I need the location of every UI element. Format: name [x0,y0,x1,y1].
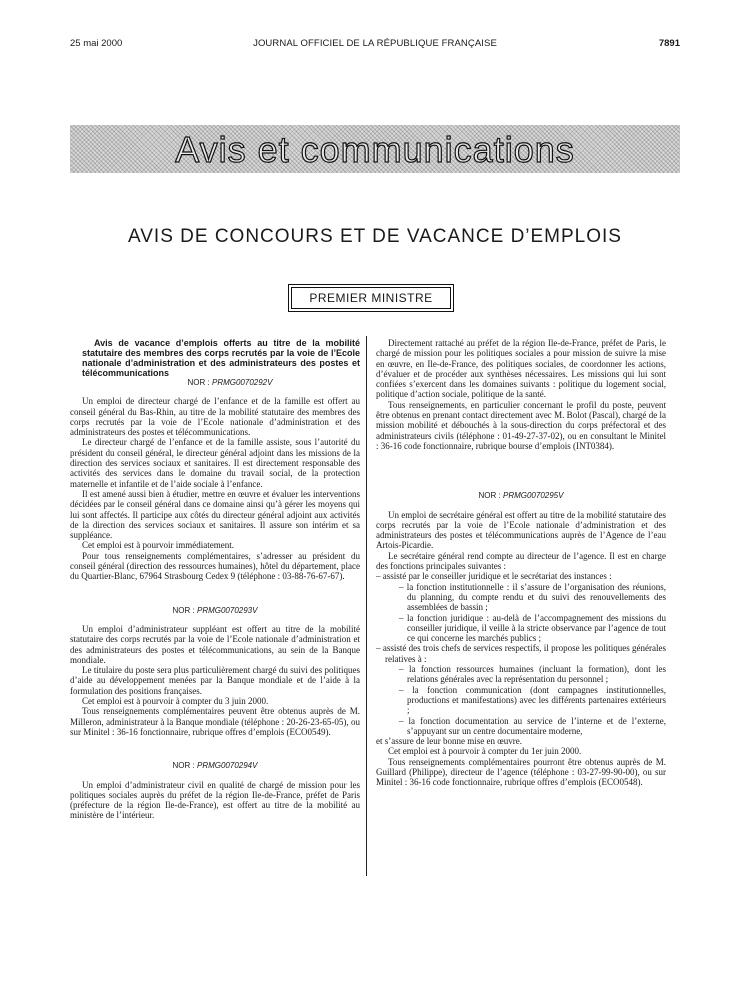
list-item: – la fonction institutionnelle : il s’assure de l’organisation des réunions, du planning, du compte rendu et du suivi des renouvellements des assemblées de bassin ; [399,582,666,613]
page-header [70,38,680,52]
paragraph: et s’assure de leur bonne mise en œuvre. [376,736,522,747]
left-column [70,338,360,821]
sub-list [399,582,666,644]
ministry-label: PREMIER MINISTRE [291,287,451,309]
paragraph: Il est amené aussi bien à étudier, mettre en œuvre et évaluer les interventions décidées par le conseil général dans ce domaine ainsi qu’à gérer les moyens qui lui sont affectés. Il participe aux côtés du directeur général adjoint aux activités de la direction des services sociaux et sanitaires. Il assure son intérim et sa suppléance. [70,488,360,541]
right-column [376,338,666,788]
nor-label: NOR : [187,378,210,387]
nor-reference [100,378,360,388]
list-item: – la fonction juridique : au-delà de l’accompagnement des missions du conseiller juridique, il veille à la stricte observance par l’agence de tout ce qui concerne les marchés publics ; [399,613,666,644]
paragraph: Le secrétaire général rend compte au directeur de l’agence. Il est en charge des fonctions principales suivantes : [376,550,666,572]
header-date: 25 mai 2000 [70,38,123,49]
list-item: – la fonction communication (dont campagnes institutionnelles, productions et manifestations) avec les différents partenaires extérieurs ; [399,685,666,716]
header-journal-title: JOURNAL OFFICIEL DE LA RÉPUBLIQUE FRANÇAISE [253,38,497,49]
nor-label: NOR : [478,491,501,501]
header-page-number: 7891 [658,38,680,49]
paragraph: Cet emploi est à pourvoir immédiatement. [82,540,234,551]
spacer [70,737,360,761]
paragraph: Le titulaire du poste sera plus particulièrement chargé du suivi des politiques d’aide au développement menées par la Banque mondiale et de l’aide à la formulation des positions françaises. [70,665,360,696]
list-item: – assisté par le conseiller juridique et le secrétariat des instances : – la fonction institutionnelle : il s’assure de l’organisation des réunions, du planning, du compte rendu et du suivi des renouvellements des assemblées de bassin ; – la fonction juridique : au-delà de l’accompagnement des missions du conseiller juridique, il veille à la stricte observance par l’agence de tout ce qui concerne les marchés publics ; [376,571,666,643]
nor-label: NOR : [172,605,195,615]
paragraph: Un emploi d’administrateur suppléant est offert au titre de la mobilité statutaire des corps recrutés par la voie de l’Ecole nationale d’administration et des administrateurs des postes et télécommunications, au sein de la Banque mondiale. [70,623,360,665]
list-item: – la fonction documentation au service de l’interne et de l’externe, s’appuyant sur un centre documentaire moderne, [399,716,666,737]
spacer [70,582,360,606]
list-item: – assisté des trois chefs de services respectifs, il propose les politiques générales relatives à : – la fonction ressources humaines (incluant la formation), dont les relations générales avec la représentation du personnel ; – la fonction communication (dont campagnes institutionnelles, productions et manifestations) avec les différents partenaires extérieurs ; – la fonction documentation au service de l’interne et de l’externe, s’appuyant sur un centre documentaire moderne, [376,643,666,736]
section-title: AVIS DE CONCOURS ET DE VACANCE D’EMPLOIS [128,226,622,247]
nor-code: PRMG0070292V [211,378,273,387]
nor-code: PRMG0070295V [502,491,564,501]
ministry-box [288,284,454,312]
paragraph: Cet emploi est à pourvoir à compter du 3 juin 2000. [82,696,269,707]
nor-code: PRMG0070293V [196,605,258,615]
paragraph: Un emploi de secrétaire général est offert au titre de la mobilité statutaire des corps recrutés par la voie de l’Ecole nationale d’administration et des administrateurs des postes et télécommunications auprès de l’Agence de l’eau Artois-Picardie. [376,509,666,551]
avis-title: Avis de vacance d’emplois offerts au titre de la mobilité statutaire des membres des corps recrutés par la voie de l’Ecole nationale d’administration et des administrateurs des postes et télécommunications [82,338,360,378]
nor-reference [70,606,360,616]
nor-reference [70,761,360,771]
banner-title: Avis et communications [175,129,575,170]
section-banner [70,125,680,173]
sub-list [399,664,666,736]
column-divider [366,336,367,876]
paragraph: Pour tous renseignements complémentaires, s’adresser au président du conseil général (direction des ressources humaines), hôtel du département, place du Quartier-Blanc, 67964 Strasbourg Cedex 9 (téléphone : 03-88-76-67-67). [70,550,360,582]
paragraph: Tous renseignements complémentaires peuvent être obtenus auprès de M. Milleron, administrateur à la Banque mondiale (téléphone : 20-26-23-65-05), ou sur Minitel : 36-16 fonctionnaire, rubrique offres d’emplois (ECO0549). [70,706,360,737]
list-item: – la fonction ressources humaines (incluant la formation), dont les relations générales avec la représentation du personnel ; [399,664,666,685]
paragraph: Un emploi d’administrateur civil en qualité de chargé de mission pour les politiques sociales auprès du préfet de la région Ile-de-France, préfet de Paris (préfecture de la région Ile-de-France), est offert au titre de la mobilité au ministère de l’intérieur. [70,779,360,821]
spacer [376,451,666,491]
paragraph: Cet emploi est à pourvoir à compter du 1er juin 2000. [388,746,582,757]
nor-code: PRMG0070294V [196,761,258,771]
paragraph: Tous renseignements, en particulier concernant le profil du poste, peuvent être obtenus en prenant contact directement avec M. Bolot (Pascal), chargé de la mission mobilité et débouchés à la sous-direction du corps préfectoral et des administrateurs civils (téléphone : 01-49-27-37-02), ou en consultant le Minitel : 36-16 code fonctionnaire, rubrique bourse d’emplois (INT0384). [376,399,666,451]
functions-list [376,571,666,736]
nor-reference [376,491,666,501]
paragraph: Directement rattaché au préfet de la région Ile-de-France, préfet de Paris, le chargé de mission pour les politiques sociales a pour mission de suivre la mise en œuvre, en Ile-de-France, des politiques sociales, de coordonner les actions, d’évaluer et de procéder aux synthèses nécessaires. Les missions qui lui sont confiées s’exercent dans les domaines suivants : politique du logement social, politique d’action sociale, politique de la santé. [376,338,666,400]
paragraph: Le directeur chargé de l’enfance et de la famille assiste, sous l’autorité du président du conseil général, le directeur général adjoint dans les missions de la direction des services sociaux et sanitaires. Il est directement responsable des activités des services dans le domaine du travail social, de la protection maternelle et infantile et de l’aide sociale à l’enfance. [70,437,360,489]
paragraph: Un emploi de directeur chargé de l’enfance et de la famille est offert au conseil général du Bas-Rhin, au titre de la mobilité statutaire des membres des corps recrutés par la voie de l’Ecole nationale d’administration et des administrateurs des postes et télécommunications. [70,396,360,438]
nor-label: NOR : [172,761,195,771]
paragraph: Tous renseignements complémentaires pourront être obtenus auprès de M. Guillard (Philippe), directeur de l’agence (téléphone : 03-27-99-90-00), ou sur Minitel : 36-16 code fonctionnaire, rubrique offres d’emplois (ECO0548). [376,756,666,788]
